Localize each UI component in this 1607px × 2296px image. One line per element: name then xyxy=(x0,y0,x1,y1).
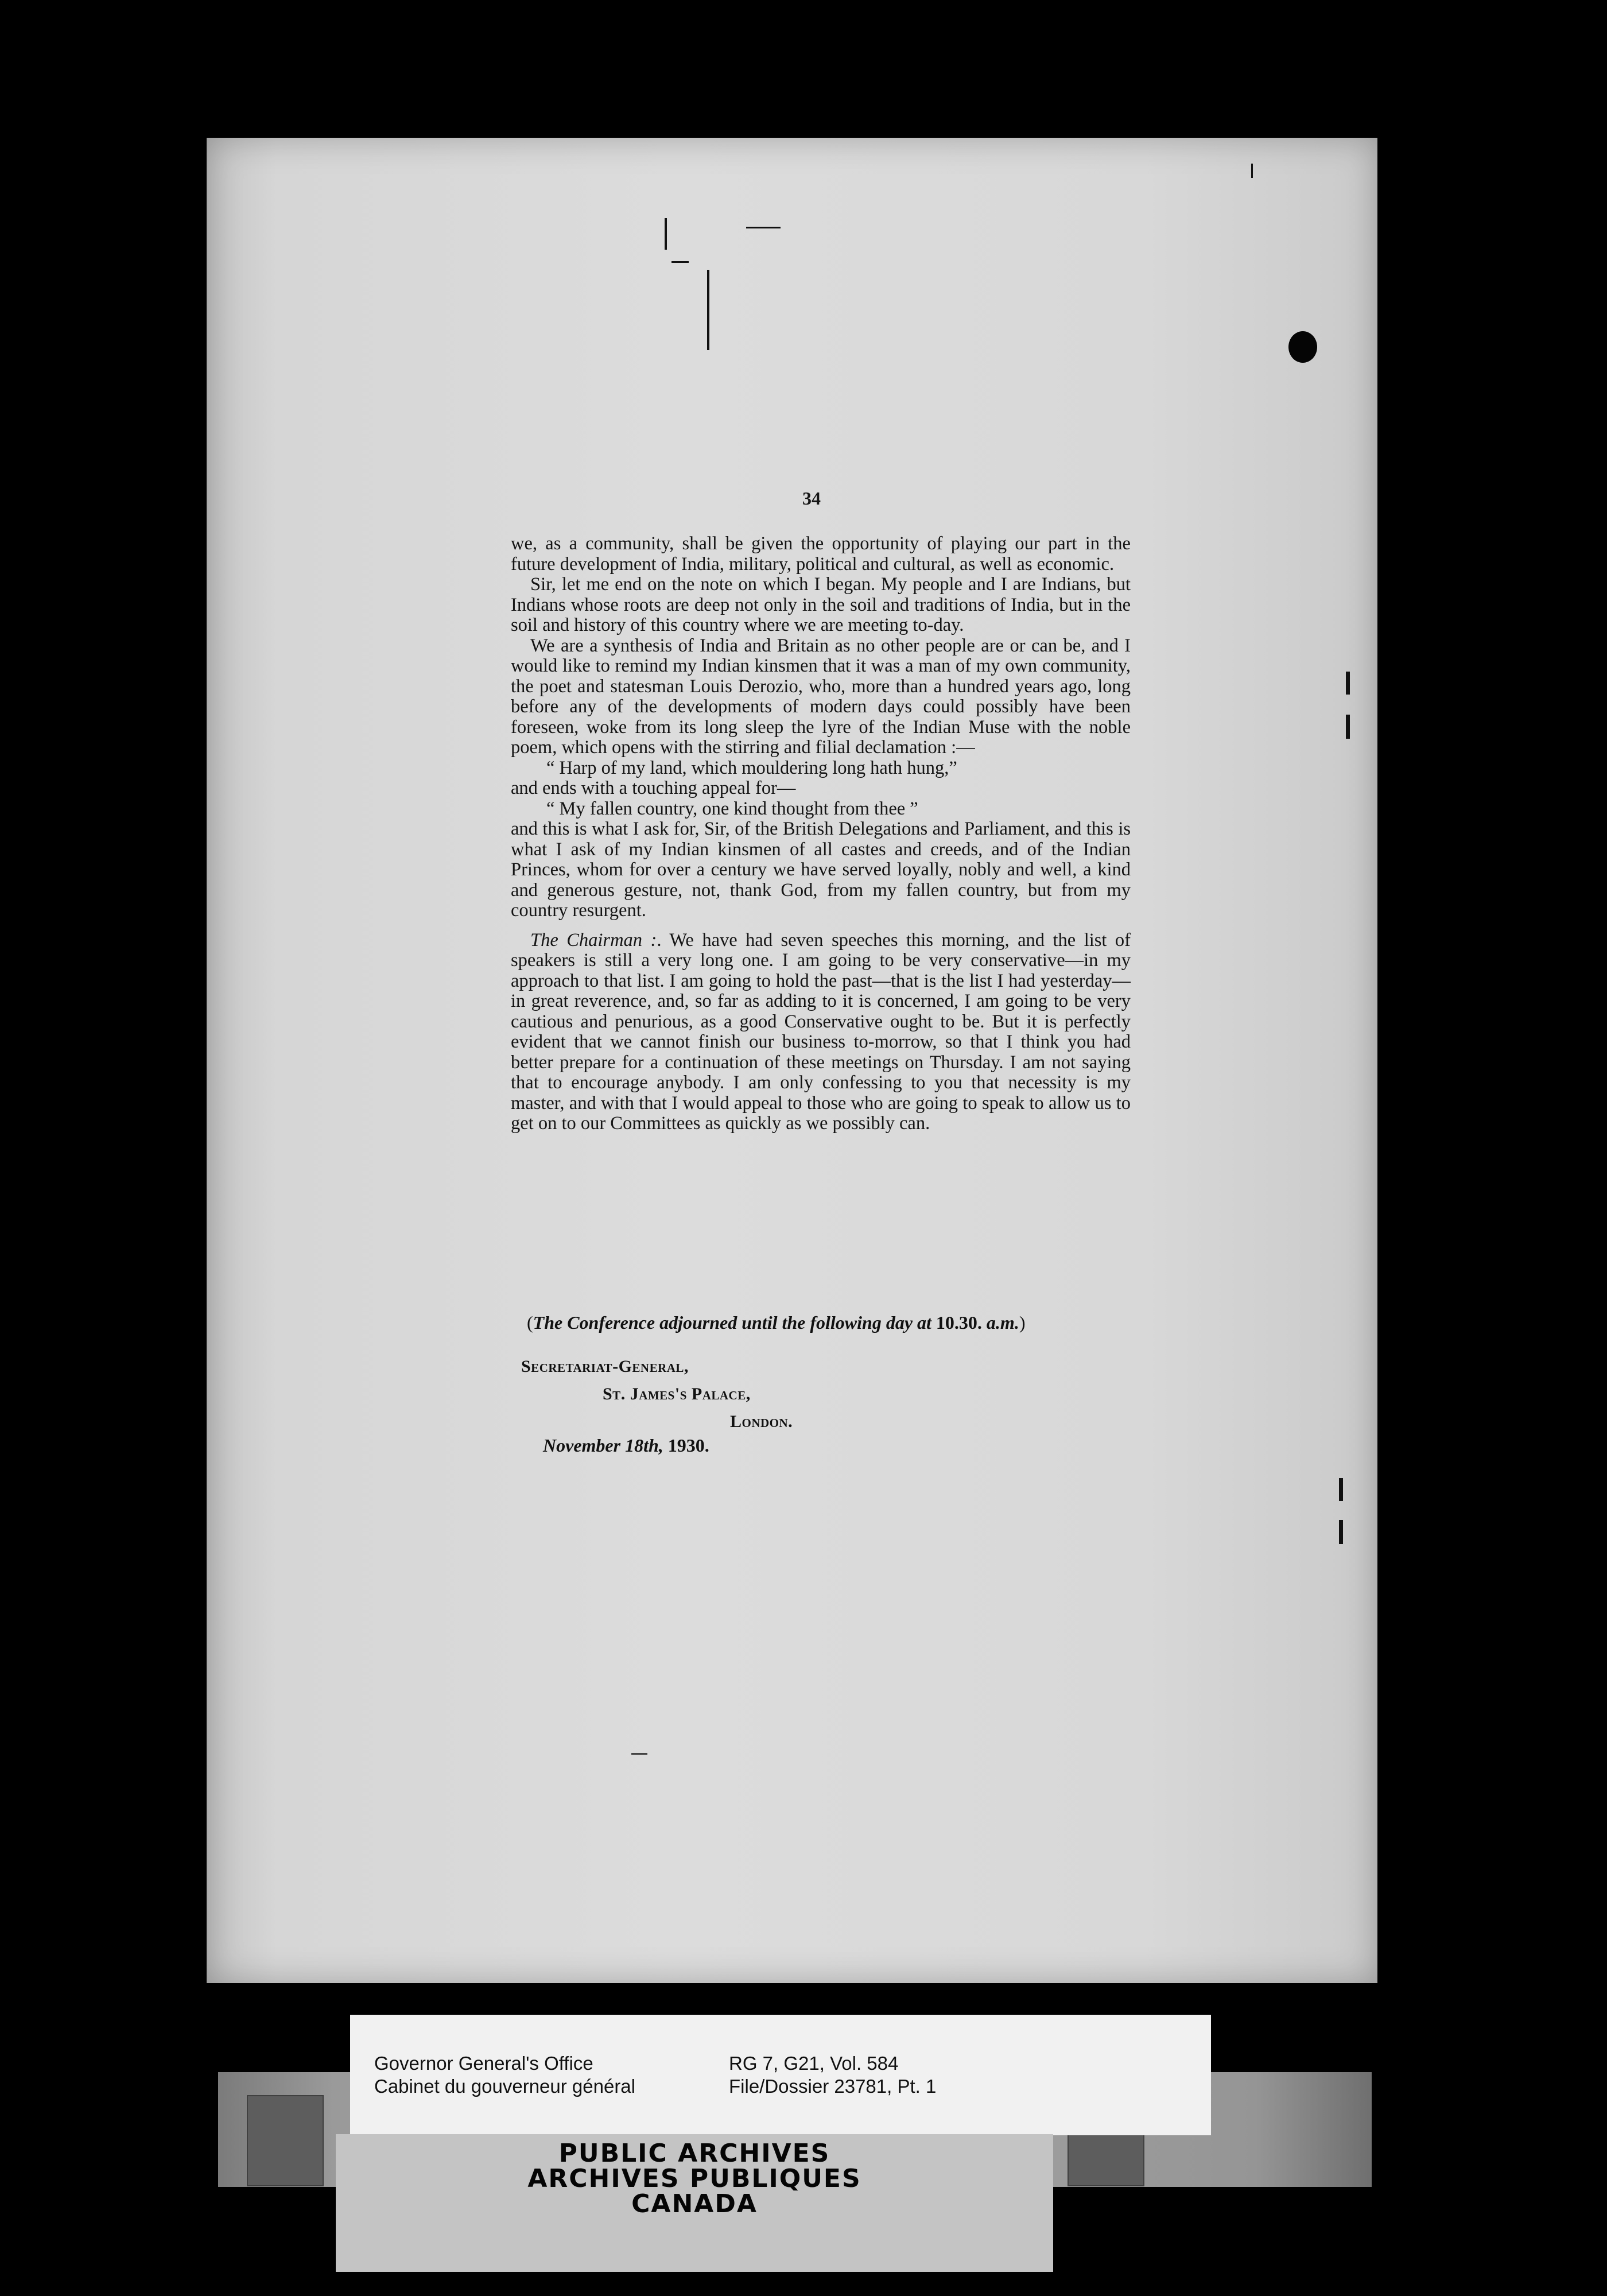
speaker-name: The Chairman : xyxy=(530,929,657,951)
stamp-line-2: ARCHIVES PUBLIQUES xyxy=(527,2164,861,2193)
office-french: Cabinet du gouverneur général xyxy=(374,2076,635,2097)
paper-crease-mark xyxy=(746,227,781,228)
date-year: 1930. xyxy=(667,1435,709,1456)
date-text: November 18th, xyxy=(543,1435,663,1456)
paragraph: and ends with a touching appeal for— xyxy=(511,778,796,798)
paragraph: Sir, let me end on the note on which I began. My people and I are Indians, but Indians whose roots are deep not only in the soil and traditions of India, but in the soil and history of this country where we are meeting to-day. xyxy=(511,574,1131,635)
archive-label xyxy=(350,2015,1211,2135)
chairman-paragraph xyxy=(511,930,1131,1134)
page-number: 34 xyxy=(802,488,821,509)
quote-line: “ Harp of my land, which mouldering long hath hung,” xyxy=(546,757,957,778)
paper-edge-mark xyxy=(1339,1520,1343,1544)
paper-crease-mark xyxy=(671,261,689,263)
archives-stamp xyxy=(336,2134,1053,2272)
signature-line-1: Secretariat-General, xyxy=(521,1357,689,1376)
stray-mark xyxy=(631,1753,647,1755)
paper-crease-mark xyxy=(665,218,667,250)
adjournment-text: The Conference adjourned until the following day at xyxy=(533,1312,931,1333)
signature-line-3: London. xyxy=(730,1412,793,1431)
paper-edge-mark xyxy=(1346,715,1350,739)
paragraph: We are a synthesis of India and Britain as no other people are or can be, and I would like to remind my Indian kinsmen that it was a man of my own community, the poet and statesman Louis Derozio, who, more than a hundred years ago, long before any of the developments of modern days could possibly have been foreseen, woke from its long sleep the lyre of the Indian Muse with the noble poem, which opens with the stirring and filial declamation :— xyxy=(511,635,1131,758)
paper-crease-mark xyxy=(1251,164,1253,178)
paper-edge-mark xyxy=(1339,1478,1343,1501)
paper-edge-mark xyxy=(1346,672,1350,695)
file-number: File/Dossier 23781, Pt. 1 xyxy=(729,2076,937,2097)
paper-crease-mark xyxy=(707,270,709,350)
paragraph: and this is what I ask for, Sir, of the British Delegations and Parliament, and this is what I ask of my Indian kinsmen of all castes and creeds, and of the Indian Princes, whom for over a century we have served loyally, nobly and well, a kind and generous gesture, not, thank God, from my fallen country, but from my country resurgent. xyxy=(511,819,1131,921)
adjournment-note: (The Conference adjourned until the following day at 10.30. a.m.) xyxy=(527,1312,1026,1333)
signature-line-2: St. James's Palace, xyxy=(603,1384,751,1403)
archive-reference: RG 7, G21, Vol. 584 xyxy=(729,2053,899,2074)
paragraph: we, as a community, shall be given the opportunity of playing our part in the future development of India, military, political and cultural, as well as economic. xyxy=(511,533,1131,575)
document-date xyxy=(543,1435,709,1456)
punch-hole xyxy=(1288,331,1317,363)
stamp-line-1: PUBLIC ARCHIVES xyxy=(558,2139,830,2168)
quote-line: “ My fallen country, one kind thought from thee ” xyxy=(546,798,918,819)
adjournment-time: 10.30. xyxy=(936,1312,982,1333)
adjournment-ampm: a.m. xyxy=(986,1312,1019,1333)
office-english: Governor General's Office xyxy=(374,2053,593,2074)
body-text xyxy=(511,534,1131,1134)
chairman-text: . We have had seven speeches this morning, and the list of speakers is still a very long one. I am going to be very conservative—in my approach to that list. I am going to hold the past—that is the list I had yesterday—in great reverence, and, so far as adding to it is concerned, I am going to be very cautious and penurious, as a good Conservative ought to be. But it is perfectly evident that we cannot finish our business to-morrow, so that I think you had better prepare for a continuation of these meetings on Thursday. I am not saying that to encourage anybody. I am only confessing to you that necessity is my master, and with that I would appeal to those who are going to speak to allow us to get on to our Committees as quickly as we possibly can. xyxy=(511,929,1131,1134)
stamp-line-3: CANADA xyxy=(631,2189,758,2219)
film-holder-tab xyxy=(247,2095,324,2186)
